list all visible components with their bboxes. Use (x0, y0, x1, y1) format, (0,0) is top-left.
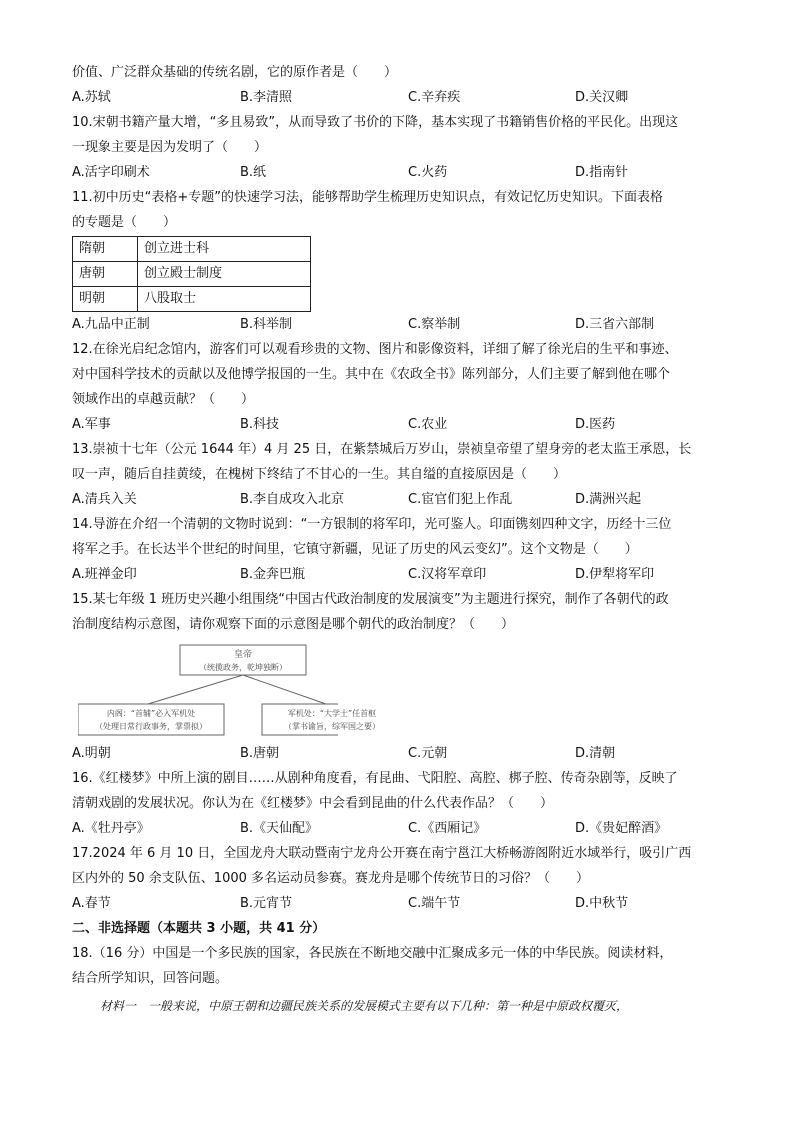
q11-table (72, 236, 311, 312)
q18-text-line1: 18.（16 分）中国是一个多民族的国家，各民族在不断地交融中汇聚成多元一体的中华民族。阅读材料， (72, 946, 673, 961)
q17-option-b: B.元宵节 (240, 896, 293, 911)
q17-text-line2: 区内外的 50 余支队伍、1000 多名运动员参赛。赛龙舟是哪个传统节日的习俗？（ ） (72, 871, 590, 886)
q16-option-d: D.《贵妃醉酒》 (575, 821, 668, 836)
section-heading: 二、非选择题（本题共 3 小题，共 41 分） (72, 921, 326, 936)
q13-option-c: C.宦官们犯上作乱 (408, 492, 513, 507)
q12-text-line2: 对中国科学技术的贡献以及他博学报国的一生。其中在《农政全书》陈列部分，人们主要了解到他在哪个 (72, 367, 671, 382)
q10-text-line2: 一现象主要是因为发明了（ ） (72, 140, 268, 155)
q15-option-b: B.唐朝 (240, 746, 280, 761)
q12-text-line3: 领域作出的卓越贡献？（ ） (72, 392, 255, 407)
q12-option-c: C.农业 (408, 417, 448, 432)
q10-option-b: B.纸 (240, 165, 267, 180)
q15-option-d: D.清朝 (575, 746, 616, 761)
table-row (73, 237, 311, 262)
q13-option-a: A.清兵入关 (72, 492, 137, 507)
diagram-cabinet-sub: （处理日常行政事务，掌票拟） (95, 722, 207, 731)
q9-option-c: C.辛弃疾 (408, 90, 461, 105)
table-cell-dynasty: 唐朝 (73, 262, 138, 287)
q16-option-a: A.《牡丹亭》 (72, 821, 150, 836)
q15-text-line1: 15.某七年级 1 班历史兴趣小组围绕“中国古代政治制度的发展演变”为主题进行探究，制作了各朝代的政 (72, 592, 669, 607)
q15-diagram-right-box (262, 704, 402, 736)
q16-text-line2: 清朝戏剧的发展状况。你认为在《红楼梦》中会看到昆曲的什么代表作品？（ ） (72, 796, 554, 811)
diagram-connector-right (243, 675, 326, 704)
q14-option-d: D.伊犁将军印 (575, 567, 655, 582)
q12-options (72, 416, 732, 434)
q11-option-d: D.三省六部制 (575, 317, 655, 332)
q14-option-c: C.汉将军章印 (408, 567, 487, 582)
q16-options (72, 820, 732, 838)
q16-option-c: C.《西厢记》 (408, 821, 487, 836)
q14-text-line1: 14.导游在介绍一个清朝的文物时说到：“一方银制的将军印，光可鉴人。印面镌刻四种文字，历经十三位 (72, 517, 672, 532)
q16-option-b: B.《天仙配》 (240, 821, 319, 836)
q15-option-a: A.明朝 (72, 746, 111, 761)
q18-material-1: 材料一 一般来说，中原王朝和边疆民族关系的发展模式主要有以下几种：第一种是中原政权覆灭， (100, 999, 629, 1013)
q17-options (72, 895, 732, 913)
q13-option-d: D.满洲兴起 (575, 492, 642, 507)
q17-option-a: A.春节 (72, 896, 111, 911)
table-row (73, 262, 311, 287)
diagram-emperor-sub: （统揽政务，乾坤独断） (199, 663, 287, 672)
q12-option-a: A.军事 (72, 417, 111, 432)
q12-option-d: D.医药 (575, 417, 616, 432)
q18-text-line2: 结合所学知识，回答问题。 (72, 971, 229, 986)
diagram-junjichu-title: 军机处：“大学士”任首枢 (287, 709, 377, 718)
table-row (73, 287, 311, 312)
q12-text-line1: 12.在徐光启纪念馆内，游客们可以观看珍贵的文物、图片和影像资料，详细了解了徐光启的生平和事迹、 (72, 342, 678, 357)
q13-options (72, 491, 732, 509)
diagram-junjichu-sub: （掌书谕旨，综军国之要） (284, 722, 380, 731)
q10-option-d: D.指南针 (575, 165, 629, 180)
q14-options (72, 566, 732, 584)
q14-option-b: B.金奔巴瓶 (240, 567, 306, 582)
q9-option-a: A.苏轼 (72, 90, 111, 105)
q17-option-c: C.端午节 (408, 896, 461, 911)
diagram-emperor-title: 皇帝 (233, 650, 253, 660)
diagram-connector-left (148, 675, 243, 704)
q14-text-line2: 将军之手。在长达半个世纪的时间里，它镇守新疆，见证了历史的风云变幻”。这个文物是（ ） (72, 542, 638, 557)
q13-text-line2: 叹一声，随后自挂黄绫，在槐树下终结了不甘心的一生。其自缢的直接原因是（ ） (72, 467, 567, 482)
q9-text: 价值、广泛群众基础的传统名剧，它的原作者是（ ） (72, 65, 398, 80)
table-cell-dynasty: 隋朝 (73, 237, 138, 262)
q11-text-line2: 的专题是（ ） (72, 215, 177, 230)
q15-option-c: C.元朝 (408, 746, 448, 761)
q10-option-a: A.活字印刷术 (72, 165, 150, 180)
q16-text-line1: 16.《红楼梦》中所上演的剧目……从剧种角度看，有昆曲、弋阳腔、高腔、梆子腔、传奇杂剧等，反映了 (72, 771, 678, 786)
q10-text-line1: 10.宋朝书籍产量大增，“多且易致”，从而导致了书价的下降，基本实现了书籍销售价格的平民化。出现这 (72, 115, 679, 130)
q14-option-a: A.班禅金印 (72, 567, 137, 582)
q15-text-line2: 治制度结构示意图，请你观察下面的示意图是哪个朝代的政治制度？（ ） (72, 617, 515, 632)
diagram-cabinet-title: 内阁：“首辅”必入军机处 (106, 709, 196, 718)
table-cell-event: 创立殿士制度 (138, 262, 311, 287)
q9-options (72, 89, 732, 107)
table-cell-dynasty: 明朝 (73, 287, 138, 312)
q9-option-d: D.关汉卿 (575, 90, 629, 105)
q12-option-b: B.科技 (240, 417, 280, 432)
q10-option-c: C.火药 (408, 165, 448, 180)
q15-options (72, 745, 732, 763)
q9-option-b: B.李清照 (240, 90, 293, 105)
table-cell-event: 八股取士 (138, 287, 311, 312)
table-cell-event: 创立进士科 (138, 237, 311, 262)
q11-option-c: C.察举制 (408, 317, 461, 332)
q11-text-line1: 11.初中历史“表格+专题”的快速学习法，能够帮助学生梳理历史知识点，有效记忆历史知识。下面表格 (72, 190, 664, 205)
q17-text-line1: 17.2024 年 6 月 10 日，全国龙舟大联动暨南宁龙舟公开赛在南宁邕江大桥畅游阁附近水域举行，吸引广西 (72, 846, 692, 861)
q11-option-b: B.科举制 (240, 317, 293, 332)
q10-options (72, 164, 732, 182)
q11-options (72, 316, 732, 334)
q17-option-d: D.中秋节 (575, 896, 629, 911)
q11-option-a: A.九品中正制 (72, 317, 150, 332)
q13-option-b: B.李自成攻入北京 (240, 492, 345, 507)
q13-text-line1: 13.崇祯十七年（公元 1644 年）4 月 25 日，在紫禁城后万岁山，崇祯皇帝望了望身旁的老太监王承恩，长 (72, 442, 692, 457)
